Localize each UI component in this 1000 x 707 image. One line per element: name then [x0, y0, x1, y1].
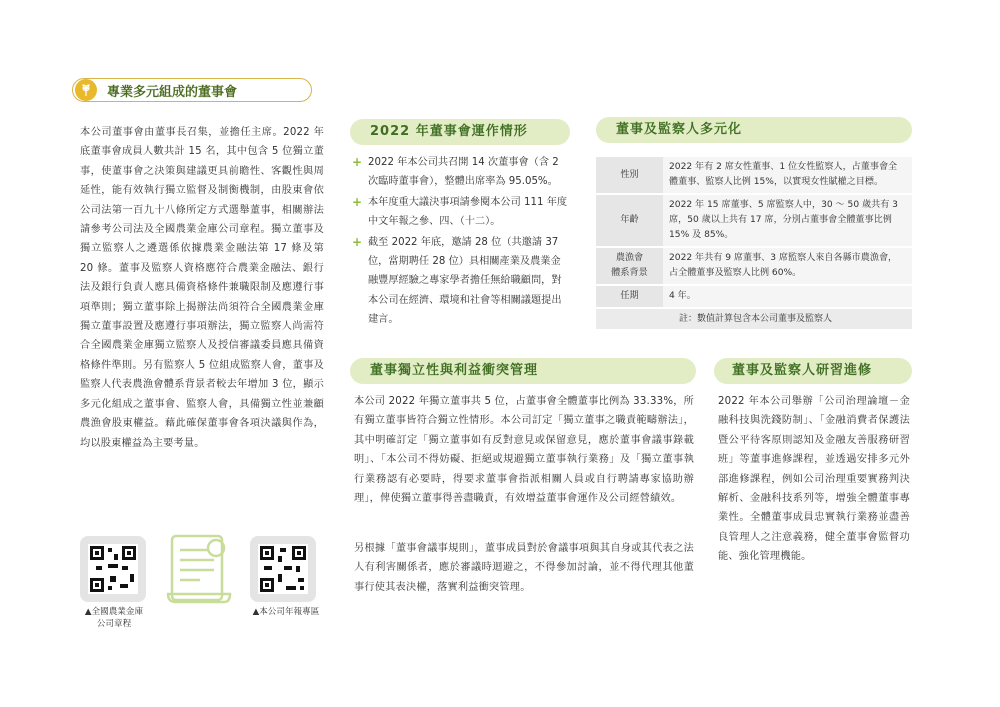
qr-caption-annual-report: ▲本公司年報專區	[252, 607, 320, 617]
qr-block-annual-report	[250, 536, 316, 602]
table-row	[596, 157, 912, 194]
table-note: 註：數值計算包含本公司董事及監察人	[596, 309, 912, 329]
row-value: 2022 年 15 席董事、5 席監察人中，30 ～ 50 歲共有 3 席，50 歲以上共有 17 席，分別占董事會全體董事比例 15% 及 85%。	[663, 194, 912, 247]
diversity-table-wrap	[596, 157, 912, 329]
list-item: + 本年度重大議決事項請參閱本公司 111 年度中文年報之參、四、（十二）。	[352, 194, 568, 228]
table-row	[596, 285, 912, 308]
training-paragraph: 2022 年本公司舉辦「公司治理論壇－金融科技與洗錢防制」、「金融消費者保護法暨公平待客原則認知及金融友善服務研習班」等董事進修課程，並透過安排多元外部進修課程，例如公司治理重要實務判決解析、金融科技系列等，增強全體董事專業性。全體董事成員忠實執行業務並盡善良管理人之注意義務，健全董事會監督功能、強化管理機能。	[718, 396, 910, 563]
row-label: 年齡	[596, 194, 663, 247]
section-header-board-ops: 2022 年董事會運作情形	[350, 119, 570, 145]
row-value: 4 年。	[663, 285, 912, 308]
row-label: 農漁會 體系背景	[596, 247, 663, 285]
qr-caption-charter: ▲全國農業金庫 公司章程	[84, 607, 144, 629]
row-value: 2022 年有 2 席女性董事、1 位女性監察人，占董事會全體董事、監察人比例 15%，以實現女性賦權之目標。	[663, 157, 912, 194]
row-label: 性別	[596, 157, 663, 194]
independence-paragraph-2: 另根據「董事會議事規則」，董事成員對於會議事項與其自身或其代表之法人有利害關係者，應於審議時迴避之，不得參加討論，並不得代理其他董事行使其表決權，落實利益衝突管理。	[354, 543, 694, 593]
main-title: 專業多元組成的董事會	[107, 84, 238, 100]
row-label: 任期	[596, 285, 663, 308]
document-scroll-icon	[160, 528, 240, 612]
section-header-training: 董事及監察人研習進修	[714, 358, 912, 384]
list-item: + 2022 年本公司共召開 14 次董事會（含 2 次臨時董事會），整體出席率為 95.05%。	[352, 155, 559, 188]
intro-paragraph: 本公司董事會由董事長召集，並擔任主席。2022 年底董事會成員人數共計 15 名，其中包含 5 位獨立董事，使董事會之決策與建議更具前瞻性、客觀性與周延性，能有效執行獨立監督及制衡機制，由股東會依公司法第一百九十八條所定方式選舉董事，相關辦法請參考公司法及全國農業金庫公司章程。獨立董事及獨立監察人之遴選係依據農業金融法第 17 條及第 20 條。董事及監察人資格應符合農業金融法、銀行法及銀行負責人應具備資格條件兼職限制及應遵行事項準則；獨立董事除上揭辦法尚須符合全國農業金庫獨立董事設置及應遵行事項辦法，獨立監察人尚需符合全國農業金庫獨立監察人及授信審議委員應具備資格條件準則。另有監察人 5 位組成監察人會，董事及監察人代表農漁會體系背景者較去年增加 3 位，顯示多元化組成之董事會、監察人會，具備獨立性並兼顧農漁會股東權益。藉此確保董事會各項決議與作為，均以股東權益為主要考量。	[80, 127, 324, 449]
main-title-pill	[72, 78, 312, 102]
independence-paragraph-1: 本公司 2022 年獨立董事共 5 位，占董事會全體董事比例為 33.33%，所有獨立董事皆符合獨立性情形。本公司訂定「獨立董事之職責範疇辦法」，其中明確訂定「獨立董事如有反對意見或保留意見，應於董事會議事錄載明」、「本公司不得妨礙、拒絕或規避獨立董事執行業務」及「獨立董事執行業務認有必要時，得要求董事會指派相關人員或自行聘請專家協助辦理」，俾使獨立董事得善盡職責，有效增益董事會運作及公司經營績效。	[354, 396, 694, 505]
section-header-diversity: 董事及監察人多元化	[596, 117, 912, 143]
wheat-icon	[75, 79, 97, 101]
table-row	[596, 247, 912, 285]
plus-icon: +	[352, 234, 363, 249]
qr-code-icon	[250, 536, 316, 602]
section-header-independence: 董事獨立性與利益衝突管理	[350, 358, 696, 384]
plus-icon: +	[352, 155, 363, 169]
diversity-table	[596, 157, 912, 309]
board-ops-list	[352, 153, 570, 331]
qr-code-icon	[80, 536, 146, 602]
row-value: 2022 年共有 9 席董事、3 席監察人來自各縣市農漁會，占全體董事及監察人比例 60%。	[663, 247, 912, 285]
list-item: + 截至 2022 年底，邀請 28 位（共邀請 37 位，當期聘任 28 位）具相關產業及農業金融豐厚經驗之專家學者擔任無給職顧問，對本公司在經濟、環境和社會等相關議題提出建言。	[352, 234, 562, 326]
plus-icon: +	[352, 194, 363, 209]
qr-block-charter	[80, 536, 146, 602]
table-row	[596, 194, 912, 247]
